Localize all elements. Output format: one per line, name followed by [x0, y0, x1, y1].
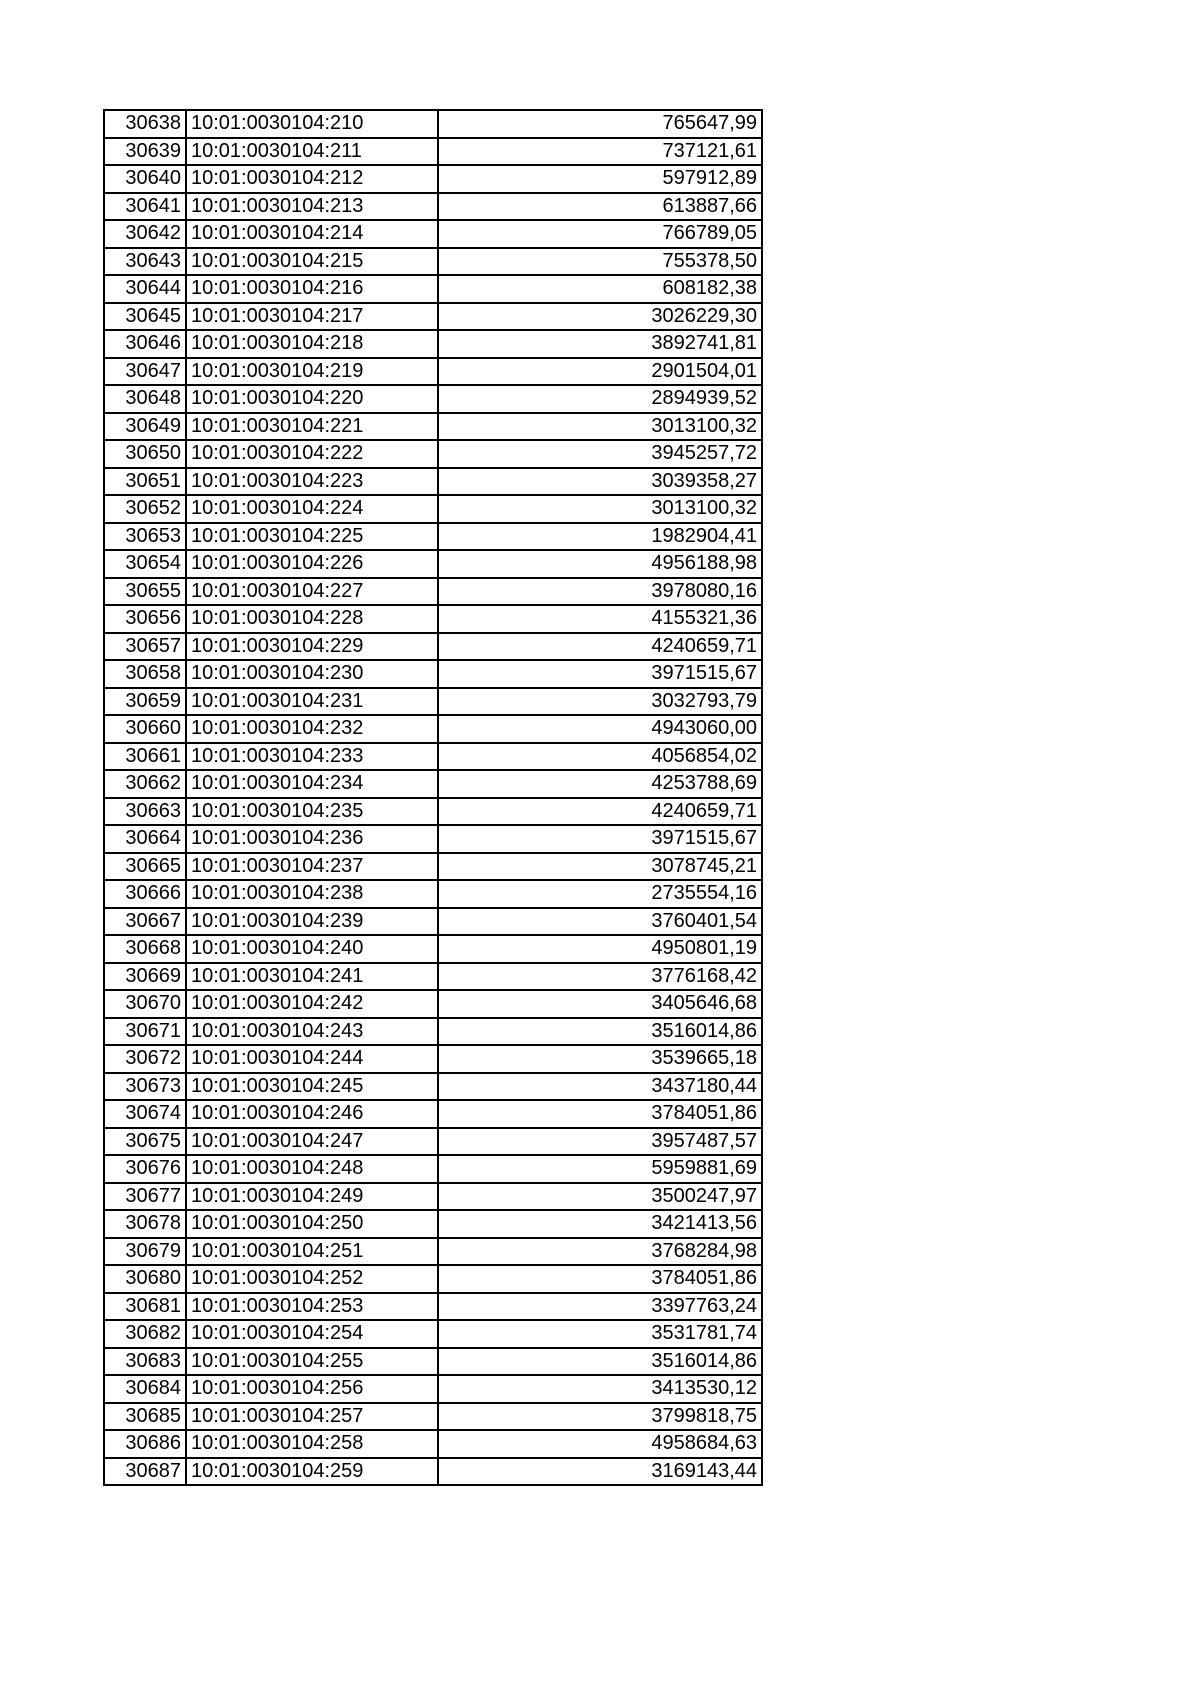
table-row	[104, 330, 762, 358]
row-id-cell: 30683	[104, 1348, 186, 1376]
cadastral-number-cell: 10:01:0030104:221	[186, 413, 438, 441]
cadastral-number-cell: 10:01:0030104:233	[186, 743, 438, 771]
table-row	[104, 358, 762, 386]
value-cell: 608182,38	[438, 275, 762, 303]
row-id-cell: 30657	[104, 633, 186, 661]
table-row	[104, 1238, 762, 1266]
value-cell: 3957487,57	[438, 1128, 762, 1156]
row-id-cell: 30682	[104, 1320, 186, 1348]
row-id-cell: 30669	[104, 963, 186, 991]
row-id-cell: 30659	[104, 688, 186, 716]
row-id-cell: 30650	[104, 440, 186, 468]
table-row	[104, 1430, 762, 1458]
table-row	[104, 138, 762, 166]
value-cell: 3978080,16	[438, 578, 762, 606]
cadastral-number-cell: 10:01:0030104:229	[186, 633, 438, 661]
value-cell: 3768284,98	[438, 1238, 762, 1266]
cadastral-number-cell: 10:01:0030104:211	[186, 138, 438, 166]
table-row	[104, 385, 762, 413]
table-row	[104, 1293, 762, 1321]
table-row	[104, 248, 762, 276]
cadastral-number-cell: 10:01:0030104:213	[186, 193, 438, 221]
table-row	[104, 1155, 762, 1183]
value-cell: 3516014,86	[438, 1348, 762, 1376]
cadastral-number-cell: 10:01:0030104:258	[186, 1430, 438, 1458]
document-sheet	[103, 109, 763, 1486]
cadastral-number-cell: 10:01:0030104:256	[186, 1375, 438, 1403]
row-id-cell: 30647	[104, 358, 186, 386]
row-id-cell: 30671	[104, 1018, 186, 1046]
cadastral-value-table	[103, 109, 763, 1486]
row-id-cell: 30646	[104, 330, 186, 358]
table-row	[104, 853, 762, 881]
table-row	[104, 413, 762, 441]
row-id-cell: 30668	[104, 935, 186, 963]
value-cell: 4956188,98	[438, 550, 762, 578]
value-cell: 3413530,12	[438, 1375, 762, 1403]
row-id-cell: 30678	[104, 1210, 186, 1238]
value-cell: 2901504,01	[438, 358, 762, 386]
table-row	[104, 1403, 762, 1431]
row-id-cell: 30667	[104, 908, 186, 936]
table-row	[104, 1073, 762, 1101]
table-row	[104, 633, 762, 661]
table-row	[104, 1045, 762, 1073]
row-id-cell: 30672	[104, 1045, 186, 1073]
value-cell: 766789,05	[438, 220, 762, 248]
value-cell: 3971515,67	[438, 660, 762, 688]
table-row	[104, 798, 762, 826]
value-cell: 5959881,69	[438, 1155, 762, 1183]
row-id-cell: 30676	[104, 1155, 186, 1183]
value-cell: 4240659,71	[438, 798, 762, 826]
cadastral-number-cell: 10:01:0030104:226	[186, 550, 438, 578]
cadastral-number-cell: 10:01:0030104:225	[186, 523, 438, 551]
row-id-cell: 30660	[104, 715, 186, 743]
table-row	[104, 468, 762, 496]
cadastral-number-cell: 10:01:0030104:237	[186, 853, 438, 881]
cadastral-number-cell: 10:01:0030104:248	[186, 1155, 438, 1183]
table-row	[104, 1458, 762, 1486]
row-id-cell: 30648	[104, 385, 186, 413]
row-id-cell: 30649	[104, 413, 186, 441]
table-row	[104, 743, 762, 771]
cadastral-number-cell: 10:01:0030104:259	[186, 1458, 438, 1486]
cadastral-number-cell: 10:01:0030104:219	[186, 358, 438, 386]
table-row	[104, 578, 762, 606]
value-cell: 597912,89	[438, 165, 762, 193]
cadastral-number-cell: 10:01:0030104:230	[186, 660, 438, 688]
value-cell: 3531781,74	[438, 1320, 762, 1348]
table-row	[104, 688, 762, 716]
table-row	[104, 605, 762, 633]
cadastral-number-cell: 10:01:0030104:246	[186, 1100, 438, 1128]
table-row	[104, 495, 762, 523]
value-cell: 4958684,63	[438, 1430, 762, 1458]
value-cell: 3539665,18	[438, 1045, 762, 1073]
row-id-cell: 30643	[104, 248, 186, 276]
value-cell: 4253788,69	[438, 770, 762, 798]
row-id-cell: 30670	[104, 990, 186, 1018]
cadastral-number-cell: 10:01:0030104:222	[186, 440, 438, 468]
row-id-cell: 30642	[104, 220, 186, 248]
cadastral-number-cell: 10:01:0030104:224	[186, 495, 438, 523]
row-id-cell: 30665	[104, 853, 186, 881]
value-cell: 3169143,44	[438, 1458, 762, 1486]
table-body	[104, 110, 762, 1485]
value-cell: 3397763,24	[438, 1293, 762, 1321]
value-cell: 3516014,86	[438, 1018, 762, 1046]
row-id-cell: 30656	[104, 605, 186, 633]
table-row	[104, 1265, 762, 1293]
row-id-cell: 30655	[104, 578, 186, 606]
row-id-cell: 30679	[104, 1238, 186, 1266]
row-id-cell: 30677	[104, 1183, 186, 1211]
cadastral-number-cell: 10:01:0030104:249	[186, 1183, 438, 1211]
value-cell: 4155321,36	[438, 605, 762, 633]
cadastral-number-cell: 10:01:0030104:227	[186, 578, 438, 606]
value-cell: 3013100,32	[438, 495, 762, 523]
value-cell: 3892741,81	[438, 330, 762, 358]
table-row	[104, 825, 762, 853]
table-row	[104, 935, 762, 963]
row-id-cell: 30654	[104, 550, 186, 578]
cadastral-number-cell: 10:01:0030104:214	[186, 220, 438, 248]
row-id-cell: 30664	[104, 825, 186, 853]
row-id-cell: 30674	[104, 1100, 186, 1128]
row-id-cell: 30661	[104, 743, 186, 771]
table-row	[104, 165, 762, 193]
value-cell: 3760401,54	[438, 908, 762, 936]
table-row	[104, 990, 762, 1018]
value-cell: 755378,50	[438, 248, 762, 276]
cadastral-number-cell: 10:01:0030104:250	[186, 1210, 438, 1238]
row-id-cell: 30641	[104, 193, 186, 221]
cadastral-number-cell: 10:01:0030104:252	[186, 1265, 438, 1293]
table-row	[104, 275, 762, 303]
row-id-cell: 30687	[104, 1458, 186, 1486]
cadastral-number-cell: 10:01:0030104:247	[186, 1128, 438, 1156]
cadastral-number-cell: 10:01:0030104:253	[186, 1293, 438, 1321]
row-id-cell: 30684	[104, 1375, 186, 1403]
value-cell: 3039358,27	[438, 468, 762, 496]
cadastral-number-cell: 10:01:0030104:255	[186, 1348, 438, 1376]
row-id-cell: 30653	[104, 523, 186, 551]
cadastral-number-cell: 10:01:0030104:228	[186, 605, 438, 633]
value-cell: 3784051,86	[438, 1100, 762, 1128]
row-id-cell: 30666	[104, 880, 186, 908]
value-cell: 3405646,68	[438, 990, 762, 1018]
row-id-cell: 30658	[104, 660, 186, 688]
cadastral-number-cell: 10:01:0030104:245	[186, 1073, 438, 1101]
row-id-cell: 30640	[104, 165, 186, 193]
cadastral-number-cell: 10:01:0030104:257	[186, 1403, 438, 1431]
table-row	[104, 193, 762, 221]
cadastral-number-cell: 10:01:0030104:231	[186, 688, 438, 716]
cadastral-number-cell: 10:01:0030104:212	[186, 165, 438, 193]
value-cell: 3032793,79	[438, 688, 762, 716]
row-id-cell: 30651	[104, 468, 186, 496]
row-id-cell: 30638	[104, 110, 186, 138]
table-row	[104, 1018, 762, 1046]
value-cell: 4240659,71	[438, 633, 762, 661]
row-id-cell: 30675	[104, 1128, 186, 1156]
table-row	[104, 908, 762, 936]
cadastral-number-cell: 10:01:0030104:216	[186, 275, 438, 303]
table-row	[104, 110, 762, 138]
row-id-cell: 30663	[104, 798, 186, 826]
value-cell: 3799818,75	[438, 1403, 762, 1431]
value-cell: 737121,61	[438, 138, 762, 166]
row-id-cell: 30639	[104, 138, 186, 166]
table-row	[104, 1320, 762, 1348]
cadastral-number-cell: 10:01:0030104:240	[186, 935, 438, 963]
table-row	[104, 523, 762, 551]
cadastral-number-cell: 10:01:0030104:235	[186, 798, 438, 826]
table-row	[104, 1128, 762, 1156]
value-cell: 3784051,86	[438, 1265, 762, 1293]
value-cell: 3971515,67	[438, 825, 762, 853]
row-id-cell: 30652	[104, 495, 186, 523]
table-row	[104, 220, 762, 248]
table-row	[104, 303, 762, 331]
value-cell: 3500247,97	[438, 1183, 762, 1211]
cadastral-number-cell: 10:01:0030104:242	[186, 990, 438, 1018]
cadastral-number-cell: 10:01:0030104:241	[186, 963, 438, 991]
table-row	[104, 880, 762, 908]
cadastral-number-cell: 10:01:0030104:238	[186, 880, 438, 908]
value-cell: 3421413,56	[438, 1210, 762, 1238]
cadastral-number-cell: 10:01:0030104:218	[186, 330, 438, 358]
cadastral-number-cell: 10:01:0030104:223	[186, 468, 438, 496]
value-cell: 765647,99	[438, 110, 762, 138]
row-id-cell: 30644	[104, 275, 186, 303]
cadastral-number-cell: 10:01:0030104:244	[186, 1045, 438, 1073]
value-cell: 4950801,19	[438, 935, 762, 963]
cadastral-number-cell: 10:01:0030104:220	[186, 385, 438, 413]
table-row	[104, 1183, 762, 1211]
cadastral-number-cell: 10:01:0030104:232	[186, 715, 438, 743]
table-row	[104, 715, 762, 743]
value-cell: 613887,66	[438, 193, 762, 221]
row-id-cell: 30681	[104, 1293, 186, 1321]
table-row	[104, 1210, 762, 1238]
value-cell: 3078745,21	[438, 853, 762, 881]
row-id-cell: 30686	[104, 1430, 186, 1458]
table-row	[104, 440, 762, 468]
table-row	[104, 963, 762, 991]
cadastral-number-cell: 10:01:0030104:236	[186, 825, 438, 853]
cadastral-number-cell: 10:01:0030104:239	[186, 908, 438, 936]
row-id-cell: 30680	[104, 1265, 186, 1293]
value-cell: 2735554,16	[438, 880, 762, 908]
row-id-cell: 30685	[104, 1403, 186, 1431]
row-id-cell: 30645	[104, 303, 186, 331]
value-cell: 3776168,42	[438, 963, 762, 991]
table-row	[104, 550, 762, 578]
value-cell: 4943060,00	[438, 715, 762, 743]
table-row	[104, 1100, 762, 1128]
value-cell: 3013100,32	[438, 413, 762, 441]
value-cell: 3437180,44	[438, 1073, 762, 1101]
cadastral-number-cell: 10:01:0030104:254	[186, 1320, 438, 1348]
row-id-cell: 30673	[104, 1073, 186, 1101]
value-cell: 3945257,72	[438, 440, 762, 468]
value-cell: 2894939,52	[438, 385, 762, 413]
cadastral-number-cell: 10:01:0030104:210	[186, 110, 438, 138]
cadastral-number-cell: 10:01:0030104:251	[186, 1238, 438, 1266]
table-row	[104, 1375, 762, 1403]
cadastral-number-cell: 10:01:0030104:215	[186, 248, 438, 276]
table-row	[104, 660, 762, 688]
cadastral-number-cell: 10:01:0030104:234	[186, 770, 438, 798]
value-cell: 1982904,41	[438, 523, 762, 551]
table-row	[104, 1348, 762, 1376]
value-cell: 3026229,30	[438, 303, 762, 331]
cadastral-number-cell: 10:01:0030104:217	[186, 303, 438, 331]
table-row	[104, 770, 762, 798]
cadastral-number-cell: 10:01:0030104:243	[186, 1018, 438, 1046]
value-cell: 4056854,02	[438, 743, 762, 771]
row-id-cell: 30662	[104, 770, 186, 798]
